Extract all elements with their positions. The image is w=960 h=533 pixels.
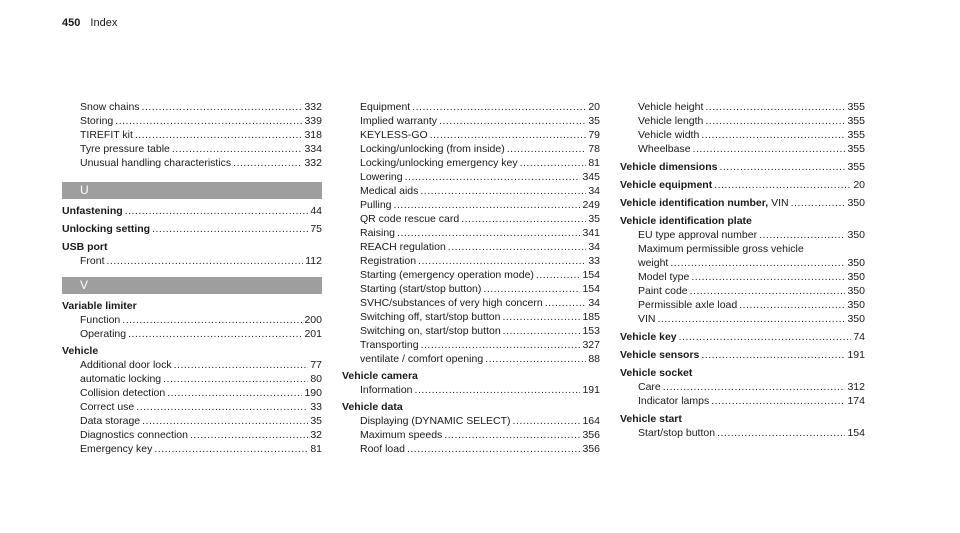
index-entry: Registration ..... 33: [360, 255, 600, 268]
index-entry: Model type ..... 350: [638, 271, 865, 284]
index-entry: Front ..... 112: [80, 255, 322, 268]
index-entry: Pulling ..... 249: [360, 199, 600, 212]
index-entry: ventilate / comfort opening ..... 88: [360, 353, 600, 366]
index-entry: Roof load ..... 356: [360, 443, 600, 456]
index-heading: USB port: [62, 241, 108, 253]
index-entry: Switching on, start/stop button ..... 153: [360, 325, 600, 338]
index-entry: Paint code ..... 350: [638, 285, 865, 298]
index-entry: QR code rescue card ..... 35: [360, 213, 600, 226]
index-entry: Emergency key ..... 81: [80, 443, 322, 456]
index-entry: Additional door lock ..... 77: [80, 359, 322, 372]
index-entry: Vehicle length ..... 355: [638, 115, 865, 128]
index-entry: KEYLESS-GO ..... 79: [360, 129, 600, 142]
index-entry: Displaying (DYNAMIC SELECT) ..... 164: [360, 415, 600, 428]
index-entry: Locking/unlocking emergency key ..... 81: [360, 157, 600, 170]
index-entry: Storing ..... 339: [80, 115, 322, 128]
index-entry: Indicator lamps ..... 174: [638, 395, 865, 408]
index-entry: Unusual handling characteristics ..... 332: [80, 157, 322, 170]
index-entry: Permissible axle load ..... 350: [638, 299, 865, 312]
index-entry: Unfastening ..... 44: [62, 205, 322, 218]
index-entry: REACH regulation ..... 34: [360, 241, 600, 254]
index-entry: Vehicle height ..... 355: [638, 101, 865, 114]
index-entry: Vehicle equipment ..... 20: [620, 179, 865, 192]
index-entry: Vehicle key ..... 74: [620, 331, 865, 344]
index-entry: Vehicle sensors ..... 191: [620, 349, 865, 362]
index-entry: Snow chains ..... 332: [80, 101, 322, 114]
index-entry: Switching off, start/stop button ..... 185: [360, 311, 600, 324]
letter-band-u: U: [62, 182, 322, 199]
page-header: [62, 17, 117, 29]
index-entry: Care ..... 312: [638, 381, 865, 394]
index-entry: Vehicle width ..... 355: [638, 129, 865, 142]
index-heading: Vehicle start: [620, 413, 682, 425]
index-entry: Raising ..... 341: [360, 227, 600, 240]
index-entry: Function ..... 200: [80, 314, 322, 327]
index-entry: Diagnostics connection ..... 32: [80, 429, 322, 442]
index-entry: TIREFIT kit ..... 318: [80, 129, 322, 142]
index-entry: SVHC/substances of very high concern ..... 34: [360, 297, 600, 310]
index-entry: VIN ..... 350: [638, 313, 865, 326]
index-entry: Starting (emergency operation mode) ..... 154: [360, 269, 600, 282]
index-entry: weight ..... 350: [638, 257, 865, 270]
index-entry: Correct use ..... 33: [80, 401, 322, 414]
index-entry: Unlocking setting ..... 75: [62, 223, 322, 236]
index-entry: Collision detection ..... 190: [80, 387, 322, 400]
index-entry: Equipment ..... 20: [360, 101, 600, 114]
index-entry: automatic locking ..... 80: [80, 373, 322, 386]
index-entry: Vehicle identification number, VIN ..... 350: [620, 197, 865, 210]
index-heading: Variable limiter: [62, 300, 137, 312]
index-entry: Start/stop button ..... 154: [638, 427, 865, 440]
index-heading: Vehicle data: [342, 401, 403, 413]
index-entry: EU type approval number ..... 350: [638, 229, 865, 242]
index-entry: Medical aids ..... 34: [360, 185, 600, 198]
index-heading: Vehicle identification plate: [620, 215, 752, 227]
index-entry: Lowering ..... 345: [360, 171, 600, 184]
index-entry: Transporting ..... 327: [360, 339, 600, 352]
index-heading: Vehicle camera: [342, 370, 418, 382]
index-entry: Tyre pressure table ..... 334: [80, 143, 322, 156]
page-section-title: Index: [90, 17, 118, 29]
index-heading: Vehicle socket: [620, 367, 693, 379]
index-entry: Maximum speeds ..... 356: [360, 429, 600, 442]
index-entry: Wheelbase ..... 355: [638, 143, 865, 156]
letter-band-v: V: [62, 277, 322, 294]
index-entry: Information ..... 191: [360, 384, 600, 397]
index-entry: Starting (start/stop button) ..... 154: [360, 283, 600, 296]
index-entry: Implied warranty ..... 35: [360, 115, 600, 128]
page-number: 450: [62, 17, 81, 29]
index-entry: Vehicle dimensions ..... 355: [620, 161, 865, 174]
index-entry: Data storage ..... 35: [80, 415, 322, 428]
index-entry: Locking/unlocking (from inside) ..... 78: [360, 143, 600, 156]
index-entry: Operating ..... 201: [80, 328, 322, 341]
index-heading: Vehicle: [62, 345, 99, 357]
index-entry-line: Maximum permissible gross vehicle: [638, 243, 804, 255]
